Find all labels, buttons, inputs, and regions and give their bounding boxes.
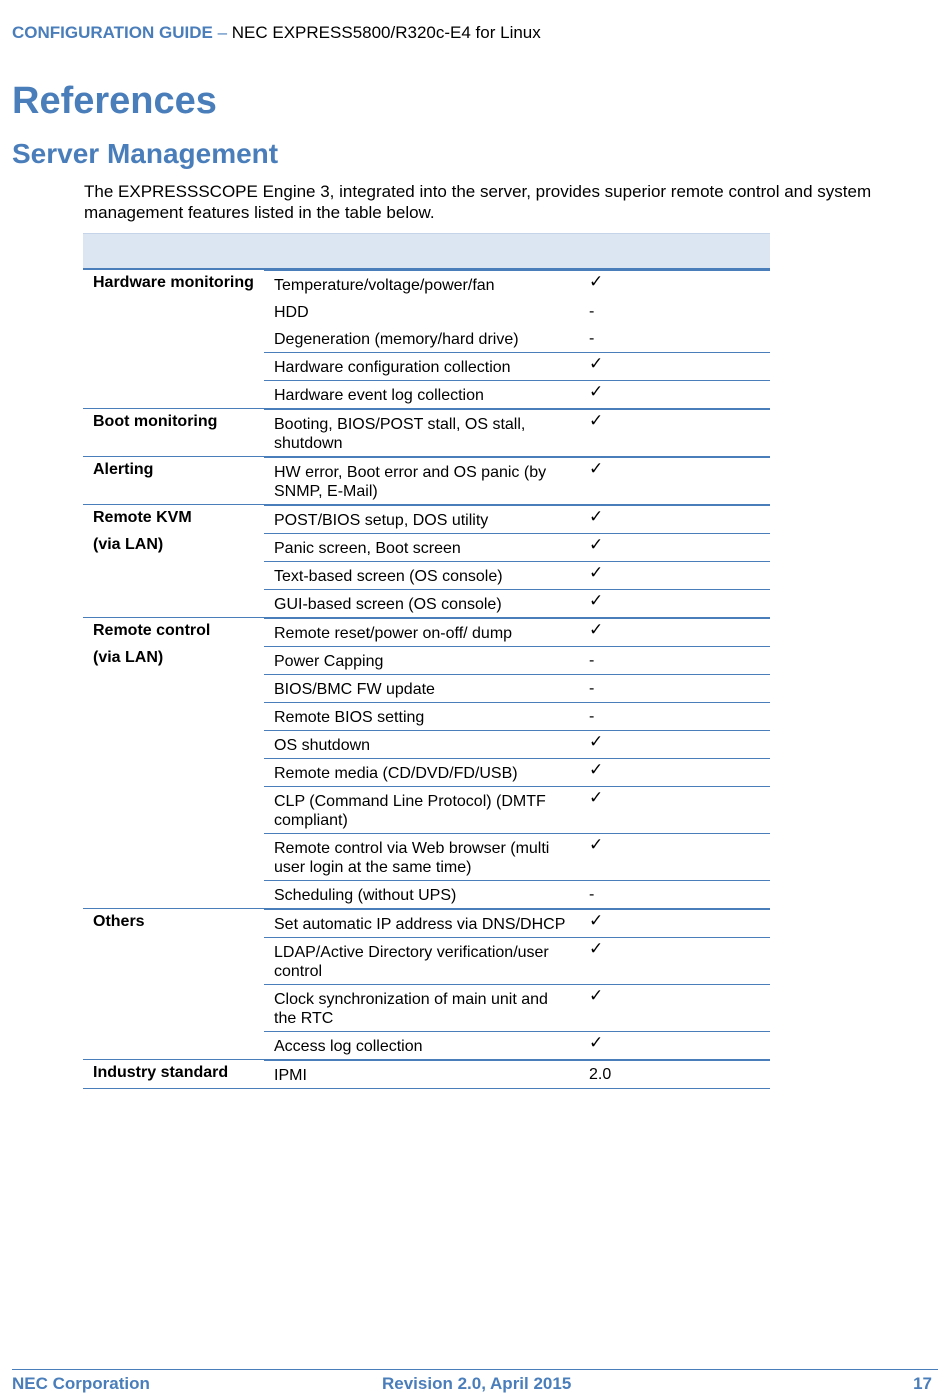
table-row <box>264 937 770 984</box>
table-row <box>264 270 770 298</box>
group-category-label <box>93 621 263 667</box>
group-category-name: Boot monitoring <box>93 413 218 430</box>
table-body <box>83 270 770 1089</box>
intro-paragraph: The EXPRESSSCOPE Engine 3, integrated into the server, provides superior remote control and system management features listed in the table below. <box>84 182 872 222</box>
feature-cell: Clock synchronization of main unit and the RTC <box>274 991 548 1027</box>
feature-cell: Booting, BIOS/POST stall, OS stall, shutdown <box>274 416 526 452</box>
status-cell: - <box>589 708 595 725</box>
feature-cell: Scheduling (without UPS) <box>274 887 457 904</box>
table-row <box>264 325 770 352</box>
status-cell: - <box>589 680 595 697</box>
table-row <box>264 352 770 380</box>
table-row <box>264 909 770 937</box>
table-row <box>264 380 770 408</box>
table-row <box>264 589 770 617</box>
group-category-label <box>93 508 263 554</box>
group-category-name: Industry standard <box>93 1064 229 1081</box>
header-guide-label: CONFIGURATION GUIDE <box>12 23 213 42</box>
feature-cell: Text-based screen (OS console) <box>274 568 503 585</box>
table-row <box>264 409 770 456</box>
table-row <box>264 298 770 325</box>
checkmark-icon: ✓ <box>589 411 604 430</box>
table-row <box>264 646 770 674</box>
feature-cell: Remote reset/power on-off/ dump <box>274 625 513 642</box>
table-group <box>83 270 770 409</box>
feature-cell: HDD <box>274 304 309 321</box>
header-product-name: NEC EXPRESS5800/R320c-E4 for Linux <box>231 23 541 42</box>
feature-cell: BIOS/BMC FW update <box>274 681 435 698</box>
table-row <box>264 786 770 833</box>
group-category-name: Hardware monitoring <box>93 274 254 291</box>
status-cell: - <box>589 886 595 903</box>
group-category-sub: (via LAN) <box>93 649 164 666</box>
table-group <box>83 1060 770 1089</box>
checkmark-icon: ✓ <box>589 272 604 291</box>
checkmark-icon: ✓ <box>589 591 604 610</box>
feature-cell: LDAP/Active Directory verification/user control <box>274 944 549 980</box>
footer-company: NEC Corporation <box>12 1374 150 1393</box>
group-category-name: Alerting <box>93 461 154 478</box>
table-group <box>83 909 770 1060</box>
feature-cell: HW error, Boot error and OS panic (by SNMP, E-Mail) <box>274 464 547 500</box>
status-cell: - <box>589 303 595 320</box>
table-group <box>83 505 770 618</box>
table-row <box>264 561 770 589</box>
feature-cell: Remote media (CD/DVD/FD/USB) <box>274 765 518 782</box>
group-category-name: Remote control <box>93 622 211 639</box>
table-row <box>264 505 770 533</box>
checkmark-icon: ✓ <box>589 620 604 639</box>
checkmark-icon: ✓ <box>589 563 604 582</box>
footer-page-number: 17 <box>913 1374 932 1393</box>
feature-cell: Power Capping <box>274 653 384 670</box>
feature-cell: Panic screen, Boot screen <box>274 540 461 557</box>
status-cell: 2.0 <box>589 1066 612 1083</box>
document-header <box>12 22 541 44</box>
group-category-label <box>93 1063 263 1082</box>
table-header-band <box>83 233 770 270</box>
table-row <box>264 533 770 561</box>
checkmark-icon: ✓ <box>589 732 604 751</box>
feature-cell: GUI-based screen (OS console) <box>274 596 502 613</box>
checkmark-icon: ✓ <box>589 1033 604 1052</box>
footer-revision: Revision 2.0, April 2015 <box>382 1374 572 1393</box>
feature-cell: Hardware event log collection <box>274 387 484 404</box>
table-row <box>264 618 770 646</box>
feature-cell: Remote BIOS setting <box>274 709 425 726</box>
header-dash: – <box>212 23 232 42</box>
feature-cell: Degeneration (memory/hard drive) <box>274 331 519 348</box>
feature-cell: POST/BIOS setup, DOS utility <box>274 512 489 529</box>
feature-cell: OS shutdown <box>274 737 371 754</box>
group-category-name: Remote KVM <box>93 509 192 526</box>
table-row <box>264 880 770 908</box>
checkmark-icon: ✓ <box>589 835 604 854</box>
page-title: References <box>12 80 217 122</box>
group-category-label <box>93 912 263 931</box>
feature-cell: Access log collection <box>274 1038 423 1055</box>
table-row <box>264 730 770 758</box>
footer-rule <box>12 1369 938 1370</box>
table-group <box>83 457 770 505</box>
checkmark-icon: ✓ <box>589 382 604 401</box>
group-category-label <box>93 460 263 479</box>
table-row <box>264 674 770 702</box>
feature-cell: Temperature/voltage/power/fan <box>274 277 495 294</box>
table-row <box>264 702 770 730</box>
table-row <box>264 758 770 786</box>
checkmark-icon: ✓ <box>589 911 604 930</box>
table-row <box>264 1031 770 1059</box>
group-category-name: Others <box>93 913 145 930</box>
table-row <box>264 457 770 504</box>
checkmark-icon: ✓ <box>589 459 604 478</box>
table-group <box>83 409 770 457</box>
feature-cell: Hardware configuration collection <box>274 359 511 376</box>
group-category-sub: (via LAN) <box>93 536 164 553</box>
group-category-label <box>93 412 263 431</box>
feature-table <box>83 233 770 1089</box>
checkmark-icon: ✓ <box>589 760 604 779</box>
checkmark-icon: ✓ <box>589 354 604 373</box>
feature-cell: Remote control via Web browser (multi user login at the same time) <box>274 840 550 876</box>
table-row <box>264 1060 770 1088</box>
checkmark-icon: ✓ <box>589 939 604 958</box>
checkmark-icon: ✓ <box>589 535 604 554</box>
section-heading: Server Management <box>12 138 279 169</box>
feature-cell: Set automatic IP address via DNS/DHCP <box>274 916 566 933</box>
table-group <box>83 618 770 909</box>
status-cell: - <box>589 652 595 669</box>
checkmark-icon: ✓ <box>589 507 604 526</box>
checkmark-icon: ✓ <box>589 788 604 807</box>
status-cell: - <box>589 330 595 347</box>
table-row <box>264 833 770 880</box>
table-row <box>264 984 770 1031</box>
checkmark-icon: ✓ <box>589 986 604 1005</box>
feature-cell: IPMI <box>274 1067 307 1084</box>
group-category-label <box>93 273 263 292</box>
feature-cell: CLP (Command Line Protocol) (DMTF compliant) <box>274 793 546 829</box>
